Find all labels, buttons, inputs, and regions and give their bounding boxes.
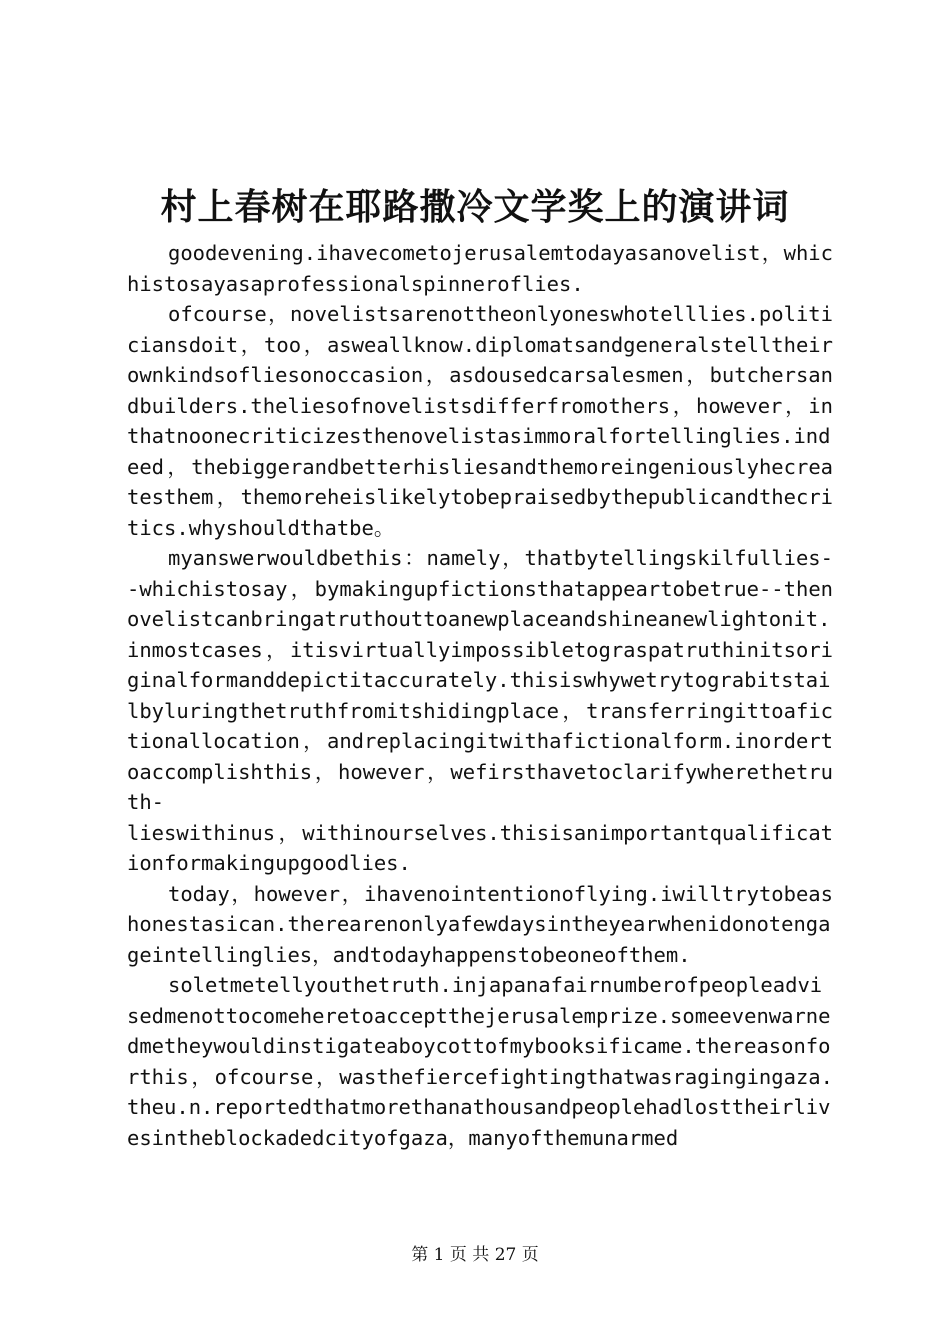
- paragraph: today，however，ihavenointentionoflying.iwilltrytobeashonestasican.therearenonlyafewdaysintheyearwhenidonotengageintellinglies，andtodayhappenstobeoneofthem.: [127, 881, 833, 967]
- document-title: 村上春树在耶路撒冷文学奖上的演讲词: [160, 186, 790, 228]
- paragraph: goodevening.ihavecometojerusalemtodayasanovelist，whichistosayasaprofessionalspinneroflies.: [127, 241, 833, 296]
- document-body: [127, 238, 833, 1153]
- paragraph: soletmetellyouthetruth.injapanafairnumberofpeopleadvisedmenottocomeheretoacceptthejerusalemprize.someevenwarnedmetheywouldinstigateaboycottofmybooksificame.thereasonforthis，ofcourse，wasthefiercefightingthatwasragingingaza.theu.n.reportedthatmorethanathousandpeoplehadlosttheirlivesintheblockadedcityofgaza，manyofthemunarmed: [127, 973, 833, 1150]
- paragraph: ofcourse，novelistsarenottheonlyoneswhotelllies.politiciansdoit，too，asweallknow.diplomatsandgeneralstelltheirownkindsofliesonoccasion，asdousedcarsalesmen，butchersandbuilders.theliesofnovelistsdifferfromothers，however，inthatnoonecriticizesthenovelistasimmoralfortellinglies.indeed，thebiggerandbetterhisliesandthemoreingeniouslyhecreatesthem，themoreheislikelytobepraisedbythepublicandthecritics.whyshouldthatbe。: [127, 302, 833, 540]
- paragraph: myanswerwouldbethis：namely，thatbytellingskilfullies--whichistosay，bymakingupfictionsthatappeartobetrue--thenovelistcanbringatruthouttoanewplaceandshineanewlightonit.inmostcases，itisvirtuallyimpossibletograspatruthinitsoriginalformanddepictitaccurately.thisiswhywetrytograbitstailbyluringthetruthfromitshidingplace，transferringittoafictionallocation，andreplacingitwithafictionalform.inordertoaccomplishthis，however，wefirsthavetoclarifywherethetruth-: [127, 546, 833, 814]
- page-number-footer: 第 1 页 共 27 页: [411, 1245, 539, 1265]
- paragraph: lieswithinus，withinourselves.thisisanimportantqualificationformakingupgoodlies.: [127, 820, 833, 875]
